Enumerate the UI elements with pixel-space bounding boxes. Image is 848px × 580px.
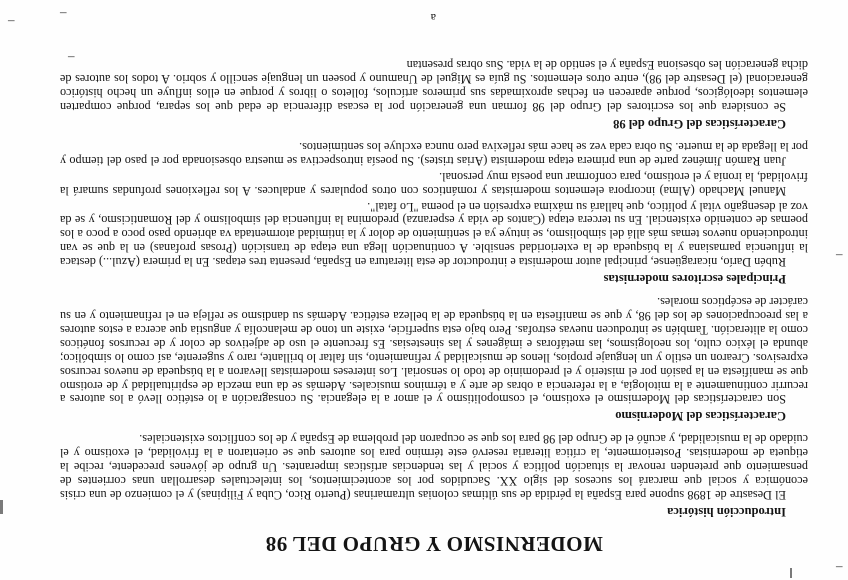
paragraph: El Desastre de 1898 supone para España la pérdida de sus últimas colonias ultramarinas (Puerto Rico, Cuba y Filipinas) y el comienzo de una crisis económica y social que marcará los sucesos del siglo XX. Sacudidos por los acontecimientos, los intelectuales desarrollan unas corrientes de pensamiento que pretenden renovar la situación política y social y las tendencias artísticas imperantes. Un grupo de jóvenes precedente, recibe la etiqueta de modernistas. Posteriormente, la crítica literaria reservó este término para los autores que se orientaron a la frivolidad, el exotismo y el cuidado de la musicalidad, y acuñó el de Grupo del 98 para los que se ocuparon del problema de España y de los conflictos existenciales. <box>60 432 808 502</box>
section-heading: Principales escritores modernistas <box>603 272 786 287</box>
section-heading: Características del Modernismo <box>615 409 786 424</box>
section-heading: Características del Grupo del 98 <box>613 117 786 132</box>
paragraph: Rubén Darío, nicaragüense, principal autor modernista e introductor de esta literatura en España, presenta tres etapas. En la primera (Azul...) destaca la influencia parnasiana y la búsqueda de la exterioridad sensible. A continuación llega una etapa de transición (Prosas profanas) en la que se van introduciendo nuevos temas más allá del simbolismo, se intuye ya el sentimiento de dolor y la intimidad atormentada va abriendo paso poco a poco a los poemas de contenido existencial. En su tercera etapa (Cantos de vida y esperanza) predomina la influencia del simbolismo y del Romanticismo, y se da voz al desengaño vital y político, que hallará su máxima expresión en el poema "Lo fatal". <box>60 199 808 270</box>
section-grupo-98 <box>60 57 808 131</box>
punch-mark: – <box>60 4 67 19</box>
section-escritores <box>60 139 808 286</box>
punch-mark: – <box>68 48 75 63</box>
punch-mark: – <box>8 12 15 27</box>
paragraph: Se considera que los escritores del Grupo del 98 forman una generación por la escasa diferencia de edad que los separa, porque comparten elementos ideológicos, porque aparecen en fechas aproximadas sus primeros artículos, folletos o libros y porque en ellos influye un hecho histórico generacional (el Desastre del 98), entre otros elementos. Su guía es Miguel de Unamuno y poseen un lenguaje sencillo y sobrio. A todos los autores de dicha generación les obsesiona España y el sentido de la vida. Sus obras presentan <box>60 58 808 115</box>
paragraph: Son características del Modernismo el exotismo, el cosmopolitismo y el amor a la elegancia. Su consagración a lo estético llevó a los autores a recurrir continuamente a la mitología, a la referencia a obras de arte y a términos musicales. Además se da una mezcla de espiritualidad y de erotismo que se manifiesta en la pasión por el misterio y el predominio de todo lo sensorial. Los intereses modernistas llevaron a la búsqueda de nuevos recursos expresivos. Crearon un estilo y un lenguaje propios, llenos de musicalidad y refinamiento, sin faltar lo brillante, raro y sugerente, así como lo simbólico; abunda el léxico culto, los neologismos, las metáforas e imágenes y las sinestesias. Es frecuente el uso de adjetivos de color y de recursos fonéticos como la aliteración. También se introducen nuevas estrofas. Pero bajo esta superficie, existe un tono de melancolía y angustia que acerca a estos autores a las preocupaciones de los del 98, y que se manifiesta en la búsqueda de la belleza estética. Además su dandismo se refleja en el refinamiento y en su carácter de escépticos morales. <box>60 295 808 407</box>
paragraph: Juan Ramón Jiménez parte de una primera etapa modernista (Arias tristes). Su poesía introspectiva se muestra obsesionada por el paso del tiempo y por la llegada de la muerte. Su obra cada vez se hace más reflexiva pero nunca excluye los sentimientos. <box>60 139 808 168</box>
page-letter: a <box>430 11 436 25</box>
section-intro <box>60 431 808 519</box>
section-modernismo <box>60 294 808 423</box>
paragraph: Manuel Machado (Alma) incorpora elementos modernistas y románticos con otros populares y andaluces. A los reflexiones profundas sumará la frivolidad, la ironía y el erotismo, para conformar una poesía muy personal. <box>60 169 808 198</box>
punch-mark: – <box>836 246 843 261</box>
punch-mark: – <box>836 558 843 573</box>
text-column <box>60 55 808 556</box>
section-heading: Introducción histórica <box>667 505 786 519</box>
page-title: MODERNISMO Y GRUPO DEL 98 <box>265 532 603 556</box>
